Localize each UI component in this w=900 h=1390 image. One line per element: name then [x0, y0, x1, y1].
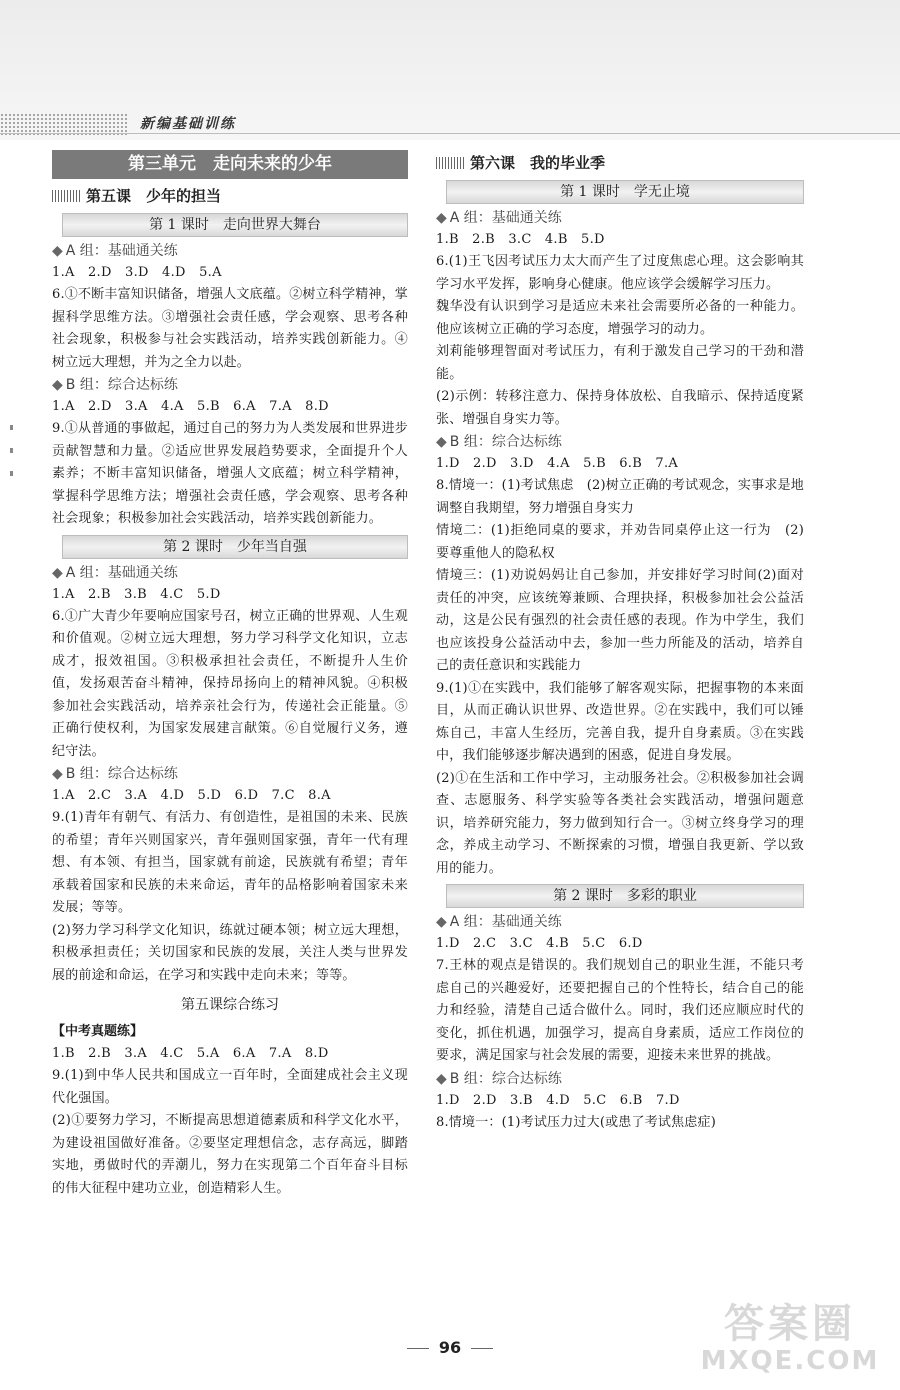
question-answer: 9.(1)①在实践中，我们能够了解客观实际，把握事物的本来面目，从而正确认识世界、改造世界。②在实践中，我们可以锤炼自己，丰富人生经历，完善自我，提升自身素质。③在实践中，我们能够逐步解决遇到的困惑，促进自身发展。 [436, 680, 804, 763]
diamond-icon: ◆ [436, 210, 447, 226]
question-answer: 8.情境一：(1)考试焦虑 (2)树立正确的考试观念，实事求是地调整自我期望，努力增强自身实力 [436, 478, 804, 516]
question-answer: 8.情境一：(1)考试压力过大(或患了考试焦虑症) [436, 1114, 716, 1130]
diamond-icon: ◆ [52, 243, 63, 259]
group-label-text: A 组：基础通关练 [65, 564, 178, 581]
group-label-text: B 组：综合达标练 [449, 1070, 562, 1087]
answer-line: 1.A 2.D 3.A 4.A 5.B 6.A 7.A 8.D [52, 399, 329, 414]
answer-line: 1.D 2.D 3.B 4.D 5.C 6.B 7.D [436, 1092, 680, 1108]
group-label [52, 240, 408, 262]
question-answer: 魏华没有认识到学习是适应未来社会需要所必备的一种能力。他应该树立正确的学习态度，增强学习的动力。 [436, 299, 804, 337]
watermark-logo [690, 1302, 890, 1382]
answer-line: 1.B 2.B 3.C 4.B 5.D [436, 232, 605, 247]
group-label [52, 374, 408, 396]
question-answer: (2)努力学习科学文化知识，练就过硬本领；树立远大理想，积极承担责任；关切国家和民族的发展，关注人类与世界发展的前途和命运，在学习和实践中走向未来；等等。 [52, 922, 408, 983]
lesson-title [52, 183, 408, 209]
group-label-text: B 组：综合达标练 [65, 766, 178, 782]
lesson-title-text: 第五课 少年的担当 [86, 187, 222, 205]
answer-line: 1.D 2.C 3.C 4.B 5.C 6.D [436, 936, 643, 951]
exam-tag: 【中考真题练】 [52, 1024, 144, 1039]
question-answer: 6.(1)王飞因考试压力太大而产生了过度焦虑心理。这会影响其学习水平发挥，影响身心健康。他应该学会缓解学习压力。 [436, 254, 804, 292]
dash [471, 1348, 493, 1349]
group-label-text: B 组：综合达标练 [449, 434, 562, 450]
watermark-line1: 答案圈 [724, 1301, 856, 1347]
series-title: 新编基础训练 [140, 116, 236, 132]
answer-line: 1.A 2.D 3.D 4.D 5.A [52, 265, 222, 280]
header-dot-pattern [0, 113, 128, 135]
bars-icon [436, 157, 464, 169]
watermark-line2: MXQE.COM [700, 1346, 880, 1376]
question-answer: (2)①在生活和工作中学习，主动服务社会。②积极参加社会调查、志愿服务、科学实验等各类社会实践活动，增强问题意识，培养研究能力，努力做到知行合一。③树立终身学习的理念，养成主动学习、不断探索的习惯，增强自我更新、学以致用的能力。 [436, 770, 804, 876]
diamond-icon: ◆ [52, 377, 63, 393]
diamond-icon: ◆ [436, 1070, 447, 1087]
group-label-text: A 组：基础通关练 [65, 243, 178, 259]
question-answer: 刘莉能够理智面对考试压力，有利于激发自己学习的干劲和潜能。 [436, 344, 804, 382]
group-label [436, 1068, 804, 1090]
bars-icon [52, 190, 80, 202]
group-label [436, 207, 804, 229]
group-label-text: B 组：综合达标练 [65, 377, 178, 393]
diamond-icon: ◆ [436, 434, 447, 450]
question-answer: 情境三：(1)劝说妈妈让自己参加，并安排好学习时间(2)面对责任的冲突，应该统筹兼顾、合理抉择，积极参加社会公益活动，这是公民有强烈的社会责任感的表现。作为中学生，我们也应该投身公益活动中去，参加一些力所能及的活动，培养自己的责任意识和实践能力 [436, 568, 804, 673]
period-title: 第 1 课时 走向世界大舞台 [62, 213, 408, 237]
answer-line: 1.A 2.B 3.B 4.C 5.D [52, 586, 221, 602]
group-label [52, 562, 408, 584]
page-number-text: 96 [438, 1338, 462, 1357]
question-answer: 情境二：(1)拒绝同桌的要求，并劝告同桌停止这一行为 (2)要尊重他人的隐私权 [436, 523, 804, 561]
diamond-icon: ◆ [52, 766, 63, 782]
diamond-icon: ◆ [436, 914, 447, 930]
header-band [0, 0, 900, 140]
question-answer: 9.①从普通的事做起，通过自己的努力为人类发展和世界进步贡献智慧和力量。②适应世界发展趋势要求，全面提升个人素养；不断丰富知识储备，增强人文底蕴；树立科学精神，掌握科学思维方法；增强社会责任感，学会观察、思考各种社会现象；积极参加社会实践活动，培养实践创新能力。 [52, 421, 409, 526]
group-label-text: A 组：基础通关练 [449, 210, 562, 226]
period-title: 第 2 课时 多彩的职业 [446, 884, 804, 908]
question-answer: (2)①要努力学习，不断提高思想道德素质和科学文化水平，为建设祖国做好准备。②要坚定理想信念，志存高远，脚踏实地，勇做时代的弄潮儿，努力在实现第二个百年奋斗目标的伟大征程中建功立业，创造精彩人生。 [52, 1113, 408, 1196]
period-title: 第 1 课时 学无止境 [446, 180, 804, 204]
question-answer: 9.(1)到中华人民共和国成立一百年时，全面建成社会主义现代化强国。 [52, 1068, 408, 1106]
question-answer: 7.王林的观点是错误的。我们规划自己的职业生涯，不能只考虑自己的兴趣爱好，还要把握自己的个性特长，结合自己的能力和经验，清楚自己适合做什么。同时，我们还应顺应时代的变化，抓住机遇，加强学习，提高自身素质，适应工作岗位的要求，满足国家与社会发展的需要，迎接未来世界的挑战。 [436, 958, 804, 1063]
answer-line: 1.B 2.B 3.A 4.C 5.A 6.A 7.A 8.D [52, 1046, 329, 1061]
question-answer: (2)示例：转移注意力、保持身体放松、自我暗示、保持适度紧张、增强自身实力等。 [436, 389, 804, 427]
group-label [436, 431, 804, 453]
question-answer: 6.①不断丰富知识储备，增强人文底蕴。②树立科学精神，掌握科学思维方法。③增强社会责任感，学会观察、思考各种社会现象，积极参与社会实践活动，培养实践创新能力。④树立远大理想，并为之全力以赴。 [52, 287, 409, 370]
lesson-title-text: 第六课 我的毕业季 [470, 154, 606, 172]
group-label [52, 763, 408, 785]
left-column [52, 150, 408, 1200]
right-column [436, 150, 804, 1134]
question-answer: 9.(1)青年有朝气、有活力、有创造性，是祖国的未来、民族的希望；青年兴则国家兴，青年强则国家强，青年一代有理想、有本领、有担当，国家就有前途，民族就有希望；青年承载着国家和民族的未来命运，青年的品格影响着国家未来发展；等等。 [52, 810, 408, 915]
lesson-title [436, 150, 804, 176]
group-label-text: A 组：基础通关练 [449, 914, 562, 930]
header-rule [0, 133, 900, 134]
dash [407, 1348, 429, 1349]
period-title: 第 2 课时 少年当自强 [62, 535, 408, 559]
review-title: 第五课综合练习 [181, 997, 279, 1013]
margin-marks [10, 425, 16, 485]
unit-title: 第三单元 走向未来的少年 [52, 150, 408, 179]
group-label [436, 911, 804, 933]
answer-line: 1.A 2.C 3.A 4.D 5.D 6.D 7.C 8.A [52, 788, 331, 803]
diamond-icon: ◆ [52, 564, 63, 581]
answer-line: 1.D 2.D 3.D 4.A 5.B 6.B 7.A [436, 456, 679, 471]
question-answer: 6.①广大青少年要响应国家号召，树立正确的世界观、人生观和价值观。②树立远大理想，努力学习科学文化知识，立志成才，报效祖国。③积极承担社会责任，不断提升人生价值，发扬艰苦奋斗精神，保持昂扬向上的精神风貌。④积极参加社会实践活动，培养亲社会行为，传递社会正能量。⑤正确行使权利，为国家发展建言献策。⑥自觉履行义务，遵纪守法。 [52, 608, 409, 759]
